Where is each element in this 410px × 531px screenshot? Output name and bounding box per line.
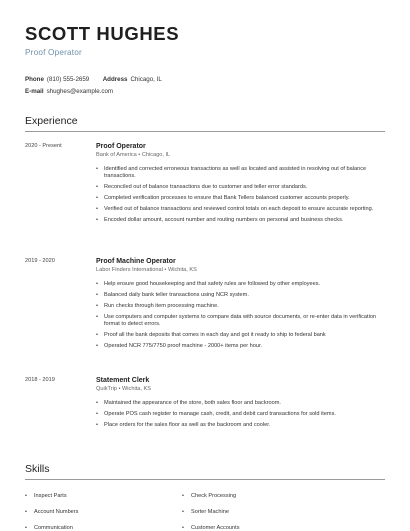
job-company: QuikTrip — [96, 386, 117, 392]
list-item: • Balanced daily bank teller transactions using NCR system. — [96, 292, 381, 299]
skills-divider — [25, 479, 385, 480]
job-location: Wichita, KS — [167, 267, 197, 273]
job-dates: 2018 - 2019 — [25, 377, 55, 383]
job-bullets — [96, 281, 381, 350]
phone-label: Phone — [25, 76, 44, 83]
job-location: Chicago, IL — [141, 152, 171, 158]
resume-header — [25, 24, 385, 57]
list-item: • Encoded dollar amount, account number and routing numbers on personal and business checks. — [96, 217, 381, 224]
experience-heading: Experience — [25, 115, 78, 127]
job-location: Wichita, KS — [122, 386, 151, 392]
list-item: • Help ensure good housekeeping and that safety rules are followed by other employees. — [96, 281, 381, 288]
skill-item: • Account Numbers — [25, 509, 78, 515]
job-company-location: QuikTrip • Wichita, KS — [96, 386, 151, 392]
job-company-location: Bank of America • Chicago, IL — [96, 152, 171, 158]
job-bullets — [96, 400, 381, 429]
list-item: • Completed verification processes to ensure that Bank Tellers balanced customer accounts properly. — [96, 195, 381, 202]
email-value[interactable]: shughes@example.com — [46, 88, 114, 95]
experience-divider — [25, 131, 385, 132]
skills-heading: Skills — [25, 463, 50, 475]
skill-item: • Sorter Machine — [182, 509, 229, 515]
job-title: Statement Clerk — [96, 377, 150, 384]
job-dates: 2020 - Present — [25, 143, 62, 149]
list-item: • Proof all the bank deposits that comes in each day and got it ready to ship to federal bank — [96, 332, 381, 339]
list-item: • Verified out of balance transactions and reviewed control totals on each deposit to ensure accurate reporting. — [96, 206, 381, 213]
email-label: E-mail — [25, 88, 44, 95]
list-item: • Maintained the appearance of the store, both sales floor and backroom. — [96, 400, 381, 407]
job-dates: 2019 - 2020 — [25, 258, 55, 264]
job-bullets — [96, 166, 381, 224]
list-item: • Place orders for the sales floor as well as the backroom and cooler. — [96, 422, 381, 429]
job-title: Proof Machine Operator — [96, 258, 176, 265]
phone-value: (810) 555-2659 — [46, 76, 90, 83]
list-item: • Run checks through item processing machine. — [96, 303, 381, 310]
list-item: • Reconciled out of balance transactions due to customer and teller error standards. — [96, 184, 381, 191]
job-company: Bank of America — [96, 152, 137, 158]
job-company: Labor Finders International — [96, 267, 163, 273]
job-title: Proof Operator — [96, 143, 146, 150]
list-item: • Identified and corrected erroneous transactions as well as located and assisted in resolving out of balance transactions. — [96, 166, 381, 181]
candidate-title: Proof Operator — [25, 48, 82, 57]
skill-item: • Communication — [25, 525, 73, 531]
skill-item: • Customer Accounts — [182, 525, 240, 531]
skill-item: • Check Processing — [182, 493, 236, 499]
list-item: • Operated NCR 775/7750 proof machine - 2000+ items per hour. — [96, 343, 381, 350]
contact-block — [25, 74, 162, 98]
skill-item: • Inspect Parts — [25, 493, 67, 499]
address-value: Chicago, IL — [130, 76, 162, 83]
list-item: • Use computers and computer systems to compare data with source documents, or re-enter data in verification format to detect errors. — [96, 314, 381, 329]
address-label: Address — [102, 76, 128, 83]
candidate-name: SCOTT HUGHES — [25, 23, 180, 44]
job-company-location: Labor Finders International • Wichita, KS — [96, 267, 197, 273]
list-item: • Operate POS cash register to manage cash, credit, and debit card transactions for sold items. — [96, 411, 381, 418]
